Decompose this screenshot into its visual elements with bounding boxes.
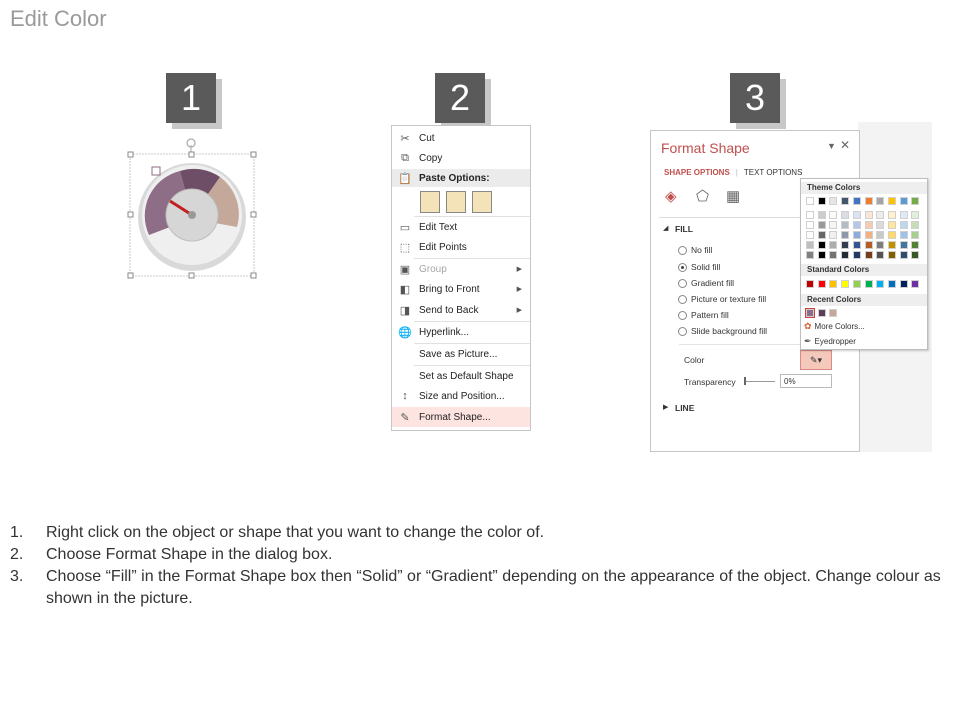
transparency-label: Transparency bbox=[684, 377, 736, 387]
color-swatch[interactable] bbox=[876, 231, 884, 239]
color-swatch[interactable] bbox=[911, 197, 919, 205]
color-swatch[interactable] bbox=[841, 197, 849, 205]
color-swatch[interactable] bbox=[911, 241, 919, 249]
color-swatch[interactable] bbox=[829, 221, 837, 229]
edit-points-icon: ⬚ bbox=[399, 241, 411, 254]
color-swatch[interactable] bbox=[888, 197, 896, 205]
step-badge-2: 2 bbox=[435, 73, 485, 123]
color-swatch[interactable] bbox=[853, 231, 861, 239]
color-swatch[interactable] bbox=[888, 231, 896, 239]
color-swatch[interactable] bbox=[818, 211, 826, 219]
theme-colors-header: Theme Colors bbox=[801, 182, 927, 194]
color-swatch[interactable] bbox=[806, 231, 814, 239]
color-swatch[interactable] bbox=[900, 211, 908, 219]
instruction-item: 3. Choose “Fill” in the Format Shape box then “Solid” or “Gradient” depending on the appearance of the object. Change colour as shown in the picture. bbox=[10, 568, 941, 607]
color-swatch[interactable] bbox=[841, 221, 849, 229]
fill-line-icon[interactable]: ◈ bbox=[665, 188, 677, 205]
color-swatch[interactable] bbox=[829, 251, 837, 259]
color-swatch[interactable] bbox=[806, 309, 814, 317]
paint-bucket-icon: ✎▾ bbox=[809, 354, 823, 365]
color-dropdown bbox=[800, 178, 928, 350]
color-swatch[interactable] bbox=[911, 280, 919, 288]
scissors-icon: ✂ bbox=[400, 132, 410, 145]
color-swatch[interactable] bbox=[911, 221, 919, 229]
color-swatch[interactable] bbox=[911, 231, 919, 239]
color-swatch[interactable] bbox=[829, 309, 837, 317]
fill-section-header[interactable]: FILL bbox=[675, 224, 693, 234]
color-swatch[interactable] bbox=[865, 280, 873, 288]
color-swatch[interactable] bbox=[853, 280, 861, 288]
color-swatch[interactable] bbox=[829, 211, 837, 219]
color-swatch[interactable] bbox=[853, 221, 861, 229]
bring-to-front-icon: ◧ bbox=[399, 283, 411, 296]
menu-item-edit-points[interactable]: ⬚ Edit Points bbox=[392, 237, 530, 257]
color-swatch[interactable] bbox=[865, 197, 873, 205]
color-swatch[interactable] bbox=[818, 241, 826, 249]
color-swatch[interactable] bbox=[841, 211, 849, 219]
menu-header-paste-options: 📋 Paste Options: bbox=[392, 169, 530, 187]
color-swatch[interactable] bbox=[900, 197, 908, 205]
color-swatch[interactable] bbox=[888, 280, 896, 288]
eyedropper-icon: ✒ bbox=[804, 336, 812, 346]
paste-options-row bbox=[392, 190, 530, 214]
submenu-arrow-icon: ▶ bbox=[516, 266, 522, 273]
color-swatch[interactable] bbox=[806, 221, 814, 229]
transparency-slider[interactable] bbox=[745, 381, 775, 382]
instructions-list bbox=[10, 522, 950, 610]
pane-title: Format Shape bbox=[661, 140, 750, 156]
color-picker-button[interactable] bbox=[800, 350, 832, 370]
color-swatch[interactable] bbox=[829, 280, 837, 288]
color-swatch[interactable] bbox=[900, 241, 908, 249]
color-swatch[interactable] bbox=[818, 309, 826, 317]
menu-item-bring-to-front[interactable]: ◧ Bring to Front ▶ bbox=[392, 279, 530, 299]
color-swatch[interactable] bbox=[841, 241, 849, 249]
instruction-item: 2. Choose Format Shape in the dialog box. bbox=[10, 546, 333, 563]
color-swatch[interactable] bbox=[888, 251, 896, 259]
tab-shape-options[interactable]: SHAPE OPTIONS bbox=[664, 168, 730, 177]
color-swatch[interactable] bbox=[900, 221, 908, 229]
color-swatch[interactable] bbox=[818, 280, 826, 288]
color-swatch[interactable] bbox=[888, 221, 896, 229]
color-swatch[interactable] bbox=[911, 211, 919, 219]
color-wheel-icon: ✿ bbox=[804, 321, 812, 331]
color-swatch[interactable] bbox=[853, 197, 861, 205]
tab-text-options[interactable]: TEXT OPTIONS bbox=[743, 168, 803, 177]
menu-item-send-to-back[interactable]: ◨ Send to Back ▶ bbox=[392, 300, 530, 320]
group-icon: ▣ bbox=[399, 263, 411, 276]
color-swatch[interactable] bbox=[806, 197, 814, 205]
color-swatch[interactable] bbox=[818, 197, 826, 205]
color-swatch[interactable] bbox=[841, 231, 849, 239]
menu-item-hyperlink[interactable]: 🌐 Hyperlink... bbox=[398, 326, 470, 339]
color-swatch[interactable] bbox=[865, 211, 873, 219]
submenu-arrow-icon: ▶ bbox=[516, 307, 522, 314]
format-shape-pane: Format Shape ▼ ✕ SHAPE OPTIONS | TEXT OPTIONS ◈ ⬠ ▦ ◢ FILL No fill Solid fill Gradient fill Picture or texture fill Pattern fill Slide background fill Color ✎▾ Transparency 0% ▶ LINE bbox=[650, 130, 860, 452]
color-swatch[interactable] bbox=[888, 211, 896, 219]
radio-pattern-fill[interactable]: Pattern fill bbox=[678, 310, 729, 320]
more-colors-item[interactable]: ✿ More Colors... bbox=[804, 321, 865, 331]
color-swatch[interactable] bbox=[829, 231, 837, 239]
dropdown-arrow-icon[interactable]: ▼ bbox=[827, 141, 836, 151]
expand-arrow-icon[interactable]: ▶ bbox=[663, 404, 669, 411]
color-swatch[interactable] bbox=[818, 221, 826, 229]
send-to-back-icon: ◨ bbox=[399, 304, 411, 317]
color-swatch[interactable] bbox=[853, 251, 861, 259]
menu-item-copy[interactable]: ⧉ Copy bbox=[392, 148, 530, 168]
color-swatch[interactable] bbox=[829, 197, 837, 205]
radio-slide-bg-fill[interactable]: Slide background fill bbox=[678, 326, 767, 336]
radio-no-fill[interactable]: No fill bbox=[678, 245, 712, 255]
step-badge-3: 3 bbox=[730, 73, 780, 123]
effects-pentagon-icon[interactable]: ⬠ bbox=[696, 188, 710, 205]
color-swatch[interactable] bbox=[818, 231, 826, 239]
color-swatch[interactable] bbox=[853, 241, 861, 249]
color-swatch[interactable] bbox=[865, 241, 873, 249]
color-swatch[interactable] bbox=[841, 280, 849, 288]
color-swatch[interactable] bbox=[841, 251, 849, 259]
gauge-shape[interactable] bbox=[120, 135, 270, 285]
color-swatch[interactable] bbox=[806, 251, 814, 259]
color-label: Color bbox=[684, 355, 705, 365]
submenu-arrow-icon: ▶ bbox=[516, 286, 522, 293]
color-swatch[interactable] bbox=[865, 231, 873, 239]
color-swatch[interactable] bbox=[876, 241, 884, 249]
paste-picture-icon[interactable] bbox=[472, 191, 492, 213]
color-swatch[interactable] bbox=[900, 280, 908, 288]
radio-picture-fill[interactable]: Picture or texture fill bbox=[678, 294, 766, 304]
standard-colors-header: Standard Colors bbox=[801, 264, 927, 276]
radio-gradient-fill[interactable]: Gradient fill bbox=[678, 278, 734, 288]
paste-icon: 📋 bbox=[398, 172, 412, 185]
edit-text-icon: ▭ bbox=[399, 221, 411, 234]
hyperlink-icon: 🌐 bbox=[398, 326, 412, 339]
transparency-input[interactable]: 0% bbox=[780, 374, 832, 388]
color-swatch[interactable] bbox=[876, 280, 884, 288]
collapse-arrow-icon[interactable]: ◢ bbox=[663, 225, 669, 232]
menu-item-edit-text[interactable]: ▭ Edit Text bbox=[392, 217, 530, 237]
step-badge-1: 1 bbox=[166, 73, 216, 123]
color-swatch[interactable] bbox=[911, 251, 919, 259]
paste-merge-formatting-icon[interactable] bbox=[446, 191, 466, 213]
paste-keep-formatting-icon[interactable] bbox=[420, 191, 440, 213]
line-section-header[interactable]: LINE bbox=[675, 403, 695, 413]
color-swatch[interactable] bbox=[853, 211, 861, 219]
slide-title: Edit Color bbox=[10, 6, 107, 31]
radio-solid-fill[interactable]: Solid fill bbox=[678, 262, 720, 272]
color-swatch[interactable] bbox=[876, 221, 884, 229]
copy-icon: ⧉ bbox=[401, 151, 409, 164]
close-icon[interactable]: ✕ bbox=[840, 138, 851, 152]
color-swatch[interactable] bbox=[806, 211, 814, 219]
instruction-item: 1. Right click on the object or shape that you want to change the color of. bbox=[10, 524, 545, 541]
context-menu bbox=[391, 125, 531, 431]
format-shape-icon: ✎ bbox=[400, 411, 410, 424]
menu-item-save-as-picture[interactable]: Save as Picture... bbox=[419, 348, 498, 360]
color-swatch[interactable] bbox=[888, 241, 896, 249]
color-swatch[interactable] bbox=[876, 211, 884, 219]
menu-item-cut[interactable]: ✂ Cut bbox=[392, 128, 530, 148]
color-swatch[interactable] bbox=[865, 221, 873, 229]
eyedropper-item[interactable]: ✒ Eyedropper bbox=[804, 336, 856, 346]
size-properties-icon[interactable]: ▦ bbox=[726, 188, 741, 205]
menu-item-group[interactable]: ▣ Group ▶ bbox=[392, 259, 530, 279]
color-swatch[interactable] bbox=[900, 251, 908, 259]
menu-item-size-and-position[interactable]: ↕ Size and Position... bbox=[392, 386, 530, 406]
menu-item-set-default-shape[interactable]: Set as Default Shape bbox=[419, 370, 514, 382]
color-swatch[interactable] bbox=[876, 251, 884, 259]
menu-item-format-shape[interactable]: ✎ Format Shape... bbox=[392, 407, 530, 427]
color-swatch[interactable] bbox=[829, 241, 837, 249]
color-swatch[interactable] bbox=[818, 251, 826, 259]
color-swatch[interactable] bbox=[876, 197, 884, 205]
color-swatch[interactable] bbox=[900, 231, 908, 239]
color-swatch[interactable] bbox=[806, 241, 814, 249]
recent-colors-header: Recent Colors bbox=[801, 294, 927, 306]
size-position-icon: ↕ bbox=[402, 390, 408, 402]
color-swatch[interactable] bbox=[865, 251, 873, 259]
slider-thumb[interactable] bbox=[744, 377, 746, 385]
color-swatch[interactable] bbox=[806, 280, 814, 288]
